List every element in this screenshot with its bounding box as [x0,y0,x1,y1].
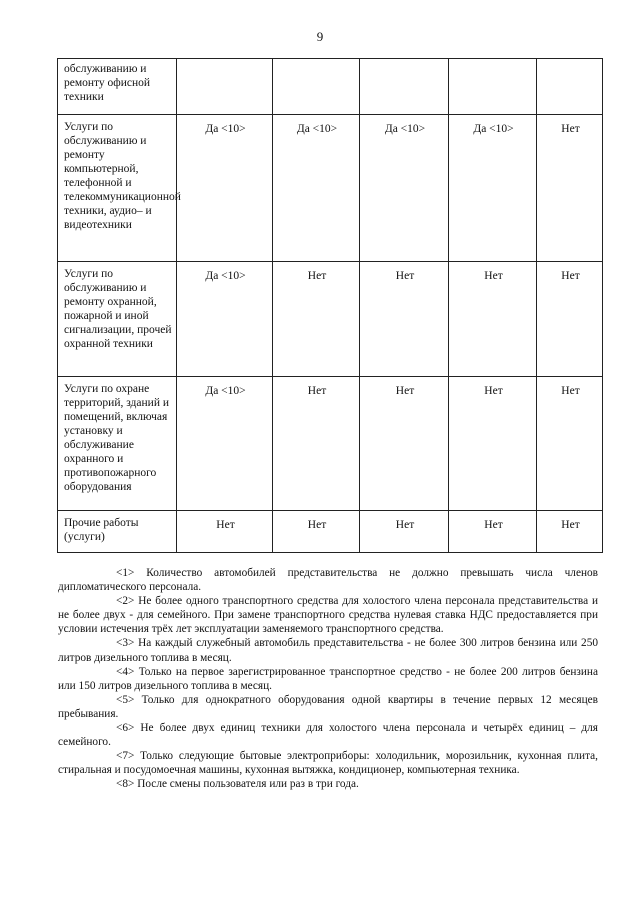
row-label-cell: Услуги по обслуживанию и ремонту компьютерной, телефонной и телекоммуникационной техники, аудио– и видеотехники [58,115,177,262]
value-cell [360,59,449,115]
value-cell: Нет [177,511,273,553]
value-cell: Нет [537,262,603,377]
table-row [58,59,603,115]
value-cell: Да <10> [177,377,273,511]
value-cell: Нет [449,262,537,377]
value-cell: Нет [537,511,603,553]
table-row [58,377,603,511]
services-table [57,58,603,553]
value-cell: Да <10> [449,115,537,262]
value-cell: Да <10> [177,262,273,377]
footnote: <3> На каждый служебный автомобиль представительства - не более 300 литров бензина или 250 литров дизельного топлива в месяц. [58,637,598,664]
value-cell: Да <10> [273,115,360,262]
value-cell: Да <10> [177,115,273,262]
value-cell: Нет [449,377,537,511]
value-cell: Нет [273,262,360,377]
value-cell: Нет [360,262,449,377]
value-cell: Нет [537,377,603,511]
value-cell [537,59,603,115]
footnote: <2> Не более одного транспортного средства для холостого члена персонала представительства и не более двух - для семейного. При замене транспортного средства нулевая ставка НДС предоставляется при условии истечения трёх лет эксплуатации заменяемого транспортного средства. [58,595,598,636]
value-cell: Нет [273,377,360,511]
footnote: <1> Количество автомобилей представительства не должно превышать числа членов дипломатического персонала. [58,567,598,594]
row-label-cell: Услуги по охране территорий, зданий и помещений, включая установку и обслуживание охранного и противопожарного оборудования [58,377,177,511]
row-label-cell: обслуживанию и ремонту офисной техники [58,59,177,115]
page-number: 9 [316,29,324,44]
footnote: <6> Не более двух единиц техники для холостого члена персонала и четырёх единиц – для семейного. [58,722,598,749]
footnote: <8> После смены пользователя или раз в три года. [116,778,359,791]
value-cell: Нет [273,511,360,553]
table-row [58,511,603,553]
value-cell: Да <10> [360,115,449,262]
table-row [58,262,603,377]
value-cell [273,59,360,115]
row-label-cell: Прочие работы (услуги) [58,511,177,553]
table-row [58,115,603,262]
footnote: <7> Только следующие бытовые электроприборы: холодильник, морозильник, кухонная плита, стиральная и посудомоечная машины, кухонная вытяжка, кондиционер, компьютерная техника. [58,750,598,777]
footnotes [58,566,598,792]
value-cell: Нет [449,511,537,553]
value-cell: Нет [537,115,603,262]
value-cell [449,59,537,115]
value-cell: Нет [360,511,449,553]
row-label-cell: Услуги по обслуживанию и ремонту охранной, пожарной и иной сигнализации, прочей охранной техники [58,262,177,377]
value-cell [177,59,273,115]
footnote: <4> Только на первое зарегистрированное транспортное средство - не более 200 литров бензина или 150 литров дизельного топлива в месяц. [58,665,598,692]
value-cell: Нет [360,377,449,511]
footnote: <5> Только для однократного оборудования одной квартиры в течение первых 12 месяцев пребывания. [58,693,598,720]
